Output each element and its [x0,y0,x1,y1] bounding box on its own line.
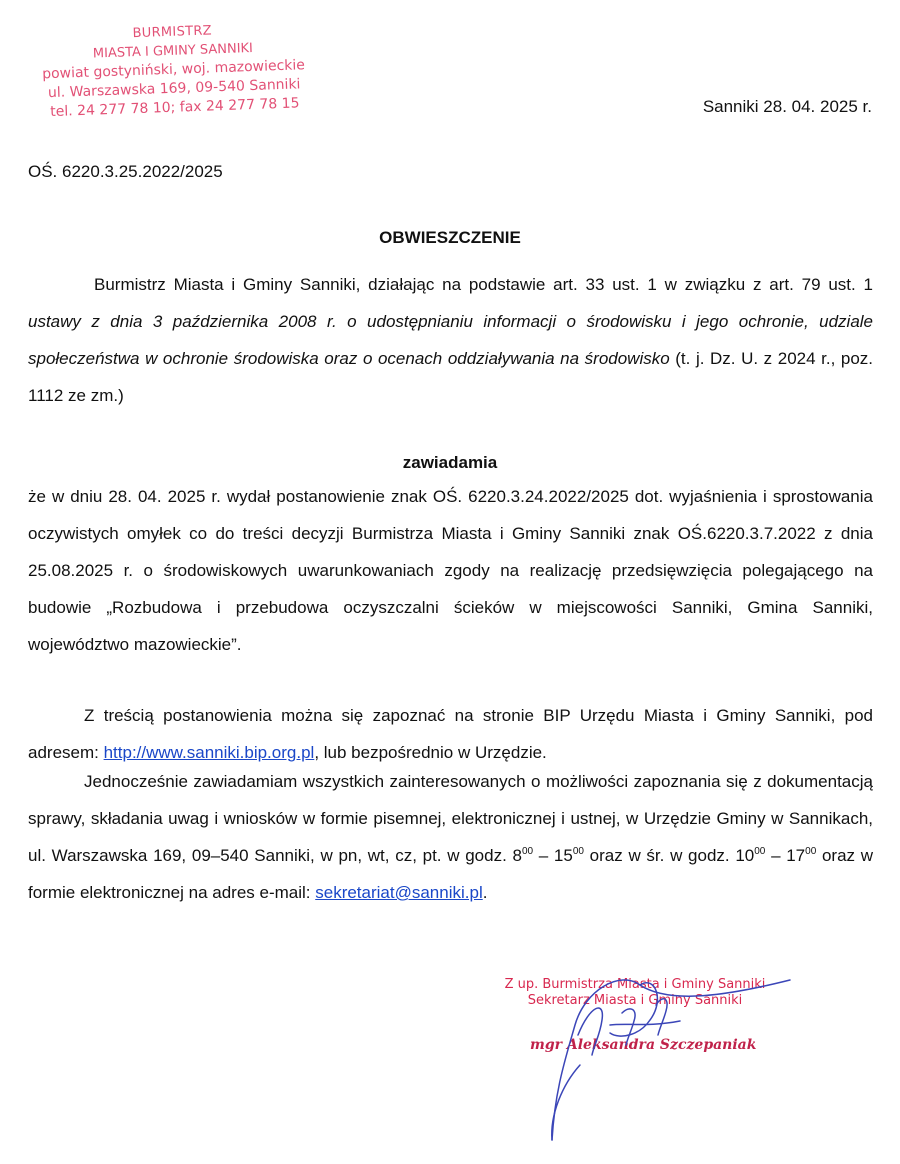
time-superscript: 00 [521,846,534,857]
email-link[interactable]: sekretariat@sanniki.pl [315,883,483,902]
notice-heading: zawiadamia [402,453,498,472]
consultation-text: oraz w śr. w godz. 10 [583,846,755,865]
signature-stamp-line1: Z up. Burmistrza Miasta i Gminy Sanniki [504,977,766,992]
signature-stamp-line2: Sekretarz Miasta i Gminy Sanniki [527,993,743,1008]
stamp-line-office: MIASTA I GMINY SANNIKI [92,40,254,62]
consultation-text: – 17 [765,846,806,865]
decision-paragraph: że w dniu 28. 04. 2025 r. wydał postanowienie znak OŚ. 6220.3.24.2022/2025 dot. wyjaśnienia i sprostowania oczywistych omyłek co do treści decyzji Burmistrza Miasta i Gminy Sanniki znak OŚ.6220.3.7.2022 z dnia 25.08.2025 r. o środowiskowych uwarunkowaniach zgody na realizację przedsięwzięcia polegającego na budowie „Rozbudowa i przebudowa oczyszczalni ścieków w miejscowości Sanniki, Gmina Sanniki, województwo mazowieckie”. [28,487,873,654]
consultation-text: Jednocześnie zawiadamiam wszystkich zainteresowanych o możliwości zapoznania się z dokumentacją sprawy, składania uwag i wniosków w formie pisemnej, elektronicznej i ustnej, w Urzędzie Gminy w Sannikach, ul. Warszawska 169, 09–540 Sanniki, w pn, wt, cz, pt. w godz. 8 [28,772,873,865]
consultation-text: oraz w formie elektronicznej na adres e-mail: [28,846,874,902]
stamp-line-title: BURMISTRZ [132,23,213,42]
intro-citation: (t. j. Dz. U. z 2024 r., poz. 1112 ze zm.) [28,349,873,405]
handwritten-signature [490,965,800,1145]
bip-text: Z treścią postanowienia można się zapoznać na stronie BIP Urzędu Miasta i Gminy Sanniki, pod adresem: [28,706,873,762]
document-title: OBWIESZCZENIE [379,228,521,247]
signatory-name: mgr Aleksandra Szczepaniak [530,1037,757,1053]
consultation-text: – 15 [533,846,573,865]
case-reference: OŚ. 6220.3.25.2022/2025 [28,162,223,181]
time-superscript: 00 [805,846,817,857]
intro-text: Burmistrz Miasta i Gminy Sanniki, działając na podstawie art. 33 ust. 1 w związku z art. 79 ust. 1 [94,275,873,294]
stamp-line-district: powiat gostyniński, woj. mazowieckie [41,57,306,83]
stamp-line-address: ul. Warszawska 169, 09-540 Sanniki [47,76,301,102]
intro-paragraph [28,266,873,414]
consultation-text: . [482,883,488,902]
signature-block [490,965,800,1145]
bip-link[interactable]: http://www.sanniki.bip.org.pl [103,743,315,762]
bip-paragraph [28,697,873,771]
time-superscript: 00 [754,846,766,857]
act-title: ustawy z dnia 3 października 2008 r. o udostępnianiu informacji o środowisku i jego ochronie, udziale społeczeństwa w ochronie środowiska oraz o ocenach oddziaływania na środowisko [28,312,873,368]
stamp-line-phone: tel. 24 277 78 10; fax 24 277 78 15 [49,95,300,121]
consultation-paragraph [28,763,873,911]
bip-text-end: , lub bezpośrednio w Urzędzie. [314,743,547,762]
time-superscript: 00 [572,846,584,857]
office-stamp [22,18,325,123]
document-date: Sanniki 28. 04. 2025 r. [702,97,872,116]
